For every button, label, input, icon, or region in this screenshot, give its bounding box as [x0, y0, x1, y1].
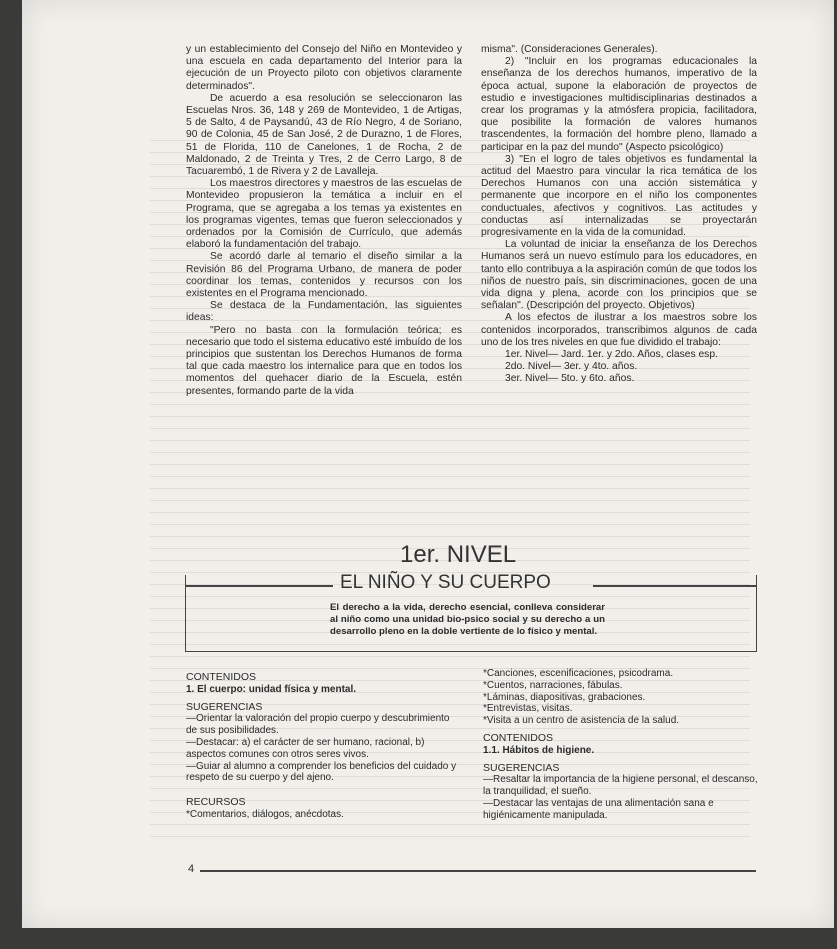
quote-paragraph: "Pero no basta con la formulación teórica; es necesario que todo el sistema educativo esté imbuído de los principios que sustentan los Derechos Humanos de forma tal que cada maestro los internalice para que en todos los momentos del quehacer diario de la Escuela, estén presentes, formando parte de la vida [186, 324, 462, 397]
contenidos-heading: CONTENIDOS [186, 671, 257, 683]
footer-rule [200, 870, 756, 872]
suggestion-item: —Destacar: a) el carácter de ser humano, racional, b) aspectos comunes con otros seres vivos. [186, 736, 425, 760]
resource-item: *Canciones, escenificaciones, psicodrama. [483, 668, 674, 679]
suggestion-item: —Guiar al alumno a comprender los beneficios del cuidado y respeto de su cuerpo y del ajeno. [186, 760, 457, 784]
paragraph: A los efectos de ilustrar a los maestros sobre los contenidos incorporados, transcribimos algunos de cada uno de los tres niveles en que fue dividido el trabajo: [481, 312, 757, 348]
recursos-heading: RECURSOS [186, 796, 246, 809]
resource-item: *Comentarios, diálogos, anécdotas. [186, 808, 344, 820]
contenidos-heading: CONTENIDOS [483, 731, 554, 744]
contenidos-item: 1. El cuerpo: unidad física y mental. [186, 683, 357, 695]
paragraph: Los maestros directores y maestros de las escuelas de Montevideo propusieron la temática a incluir en el Programa, que se agregaba a los temas ya existentes en los programas vigentes, temas que fueron seleccionados y ordenados por la Comisión de Currículo, que además elaboró la fundamentación del trabajo. [186, 178, 462, 251]
section-heading: 1er. NIVEL [400, 541, 517, 568]
resource-item: *Visita a un centro de asistencia de la salud. [483, 715, 680, 727]
right-text-column [481, 44, 757, 386]
suggestion-item: —Resaltar la importancia de la higiene personal, el descanso, la tranquilidad, el sueño. [483, 774, 758, 798]
page-number: 4 [188, 863, 195, 875]
lower-left-column [186, 666, 462, 821]
paragraph: De acuerdo a esa resolución se seleccionaron las Escuelas Nros. 36, 148 y 269 de Montevideo, 1 de Artigas, 5 de Salto, 4 de Paysandú, 43 de Río Negro, 4 de Soriano, 90 de Colonia, 45 de San José, 2 de Durazno, 1 de Flores, 51 de Florida, 110 de Canelones, 1 de Rocha, 2 de Maldonado, 2 de Treinta y Tres, 2 de Cerro Largo, 8 de Tacuarembó, 1 de Rivera y 2 de Lavalleja. [186, 92, 462, 178]
resource-item: *Entrevistas, visitas. [483, 703, 573, 715]
paragraph: 2) "Incluir en los programas educacionales la enseñanza de los derechos humanos, imperativo de la época actual, supone la elaboración de proyectos de estudio e investigaciones multidisciplinarias destinados a crear los programas y la atmósfera propicia, facilitadora, que posibilite la formación de valores humanos trascendentes, la formación del hombre pleno, llamado a participar en la paz del mundo" (Aspecto psicológico) [481, 56, 757, 153]
level-line: 2do. Nivel— 3er. y 4to. años. [505, 361, 638, 373]
paragraph: Se destaca de la Fundamentación, las siguientes ideas: [186, 300, 462, 324]
paragraph: 3) "En el logro de tales objetivos es fundamental la actitud del Maestro para vincular la rica temática de los Derechos Humanos con una acción sistemática y permanente que incorpore en el niño los componentes conductuales, afectivos y cognitivos. Las actitudes y conductas así internalizadas se proyectarán progresivamente en la vida de la comunidad. [481, 153, 757, 239]
paragraph: La voluntad de iniciar la enseñanza de los Derechos Humanos será un nuevo estímulo para los educadores, en tanto ello contribuya a la aspiración común de que todos los niños de nuestro país, sin discriminaciones, gocen de una vida digna y plena, acorde con los principios que se señalan". (Descripción del proyecto. Objetivos) [481, 239, 757, 312]
level-line: 3er. Nivel— 5to. y 6to. años. [505, 373, 635, 385]
paragraph: misma". (Consideraciones Generales). [481, 44, 658, 55]
sugerencias-heading: SUGERENCIAS [186, 700, 263, 713]
box-description: El derecho a la vida, derecho esencial, conlleva considerar al niño como una unidad bio-psico social y su derecho a un desarrollo pleno en la doble vertiente de lo físico y mental. [330, 602, 605, 637]
suggestion-item: —Orientar la valoración del propio cuerpo y descubrimiento de sus posibilidades. [186, 713, 450, 737]
resource-item: *Cuentos, narraciones, fábulas. [483, 679, 623, 691]
sugerencias-heading: SUGERENCIAS [483, 761, 560, 774]
level-line: 1er. Nivel— Jard. 1er. y 2do. Años, clases esp. [505, 349, 718, 361]
lower-right-column [483, 668, 759, 822]
left-text-column [186, 44, 462, 398]
paragraph: Se acordó darle al temario el diseño similar a la Revisión 86 del Programa Urbano, de manera de poder coordinar los temas, contenidos y recursos con los existentes en el Programa mencionado. [186, 251, 462, 300]
suggestion-item: —Destacar las ventajas de una alimentación sana e higiénicamente manipulada. [483, 797, 714, 821]
contenidos-item: 1.1. Hábitos de higiene. [483, 744, 595, 756]
paragraph: y un establecimiento del Consejo del Niño en Montevideo y una escuela en cada departamento del Interior para la ejecución de un Proyecto piloto con objetivos claramente determinados". [186, 44, 462, 92]
box-title: EL NIÑO Y SU CUERPO [340, 572, 551, 593]
resource-item: *Láminas, diapositivas, grabaciones. [483, 691, 646, 703]
